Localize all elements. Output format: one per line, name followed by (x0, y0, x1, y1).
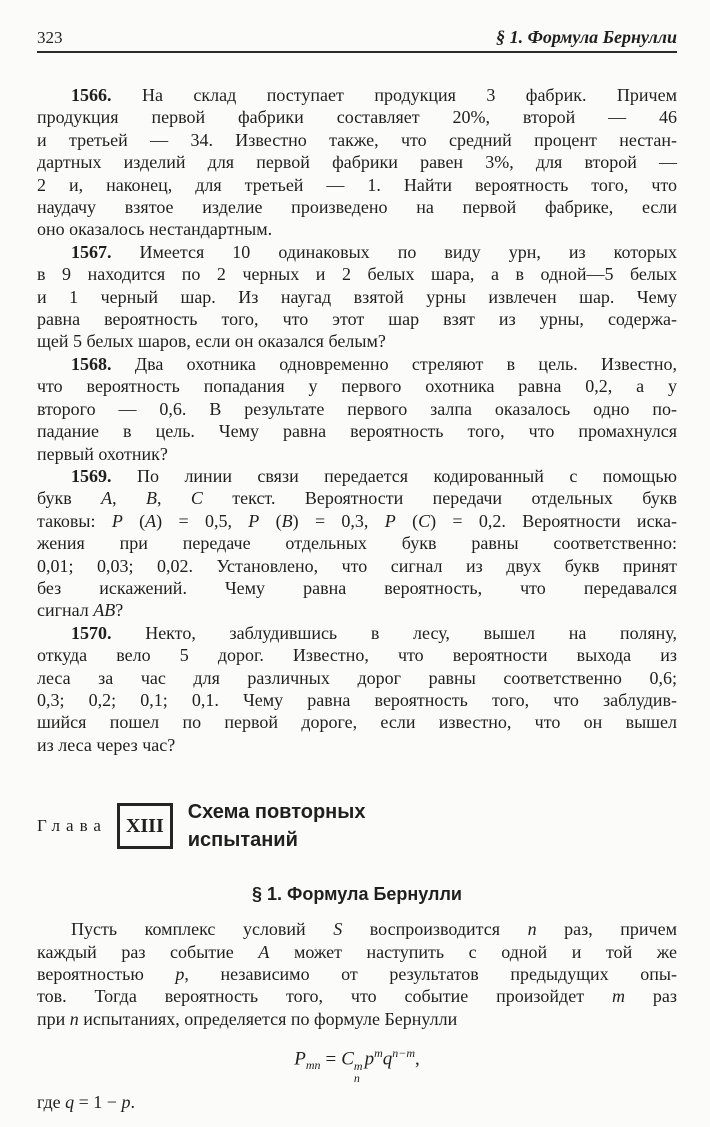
text-line: таковы: P (A) = 0,5, P (B) = 0,3, P (C) = 0,2. Вероятности иска- (37, 510, 678, 531)
bernoulli-formula (37, 1040, 677, 1083)
text-line: букв A, B, C текст. Вероятности передачи отдельных букв (37, 488, 678, 509)
formula-p-sup: m (374, 1046, 383, 1061)
text-line: второго — 0,6. В результате первого залпа оказалось одно по- (37, 398, 677, 419)
text-line: 0,3; 0,2; 0,1; 0,1. Чему равна вероятность того, что заблудив- (37, 689, 677, 710)
text-line: 2 и, наконец, для третьей — 1. Найти вероятность того, что (37, 174, 677, 195)
text-line: 1567. Имеется 10 одинаковых по виду урн, из которых (71, 241, 677, 262)
text-line: откуда вело 5 дорог. Известно, что вероятности выхода из (37, 645, 677, 666)
intro-paragraph (37, 918, 677, 1030)
text-line: 1570. Некто, заблудившись в лесу, вышел на поляну, (71, 622, 677, 643)
chapter-title (188, 798, 366, 854)
problem-1570 (37, 622, 677, 756)
text-line: леса за час для различных дорог равны соответственно 0,6; (37, 667, 677, 688)
text-line: падание в цель. Чему равна вероятность того, что промахнулся (37, 421, 677, 442)
text-line: 1569. По линии связи передается кодированный с помощью (71, 465, 677, 486)
problem-1569 (37, 465, 677, 622)
chapter-heading (37, 798, 677, 854)
formula-q-sup: n−m (392, 1046, 416, 1061)
text-line: и третьей — 34. Известно также, что средний процент нестан- (37, 129, 677, 150)
formula-coef-sup: m (353, 1058, 363, 1073)
text-line: щей 5 белых шаров, если он оказался белым? (37, 331, 386, 352)
formula-equals: = (325, 1048, 337, 1070)
text-line: 0,01; 0,03; 0,02. Установлено, что сигнал из двух букв принят (37, 555, 677, 576)
text-line: первый охотник? (37, 443, 168, 464)
formula-q: q (382, 1048, 393, 1070)
text-line: вероятностью p, независимо от результатов предыдущих опы- (37, 964, 678, 984)
header-rule (37, 51, 677, 53)
text-line: что вероятность попадания у первого охотника равна 0,2, а у (37, 376, 677, 397)
formula-comma: , (415, 1048, 420, 1070)
problem-1566 (37, 84, 677, 241)
chapter-label: Глава (37, 816, 107, 836)
page-header (37, 0, 677, 48)
text-line: из леса через час? (37, 734, 176, 755)
formula-coef-sub: n (353, 1070, 360, 1085)
text-line: каждый раз событие A может наступить с одной и той же (37, 941, 677, 962)
problem-1567 (37, 241, 677, 353)
formula-coef: C (341, 1048, 354, 1070)
running-head: § 1. Формула Бернулли (496, 27, 677, 47)
text-line: продукция первой фабрики составляет 20%, второй — 46 (37, 107, 677, 128)
problem-1568 (37, 353, 677, 465)
text-line: Пусть комплекс условий S воспроизводится n раз, причем (71, 919, 677, 940)
text-line: без искажений. Чему равна вероятность, что передавался (37, 577, 677, 598)
text-line: в 9 находится по 2 черных и 2 белых шара, а в одной—5 белых (37, 264, 677, 285)
text-line: наудачу взятое изделие произведено на первой фабрике, если (37, 197, 677, 218)
chapter-number: XIII (125, 814, 164, 837)
text-line: при n испытаниях, определяется по формуле Бернулли (37, 1008, 458, 1029)
text-line: равна вероятность того, что этот шар взят из урны, содержа- (37, 309, 677, 330)
formula-lhs-sub: mn (305, 1058, 321, 1073)
text-line: Схема повторных (187, 801, 366, 824)
section-heading: § 1. Формула Бернулли (252, 884, 462, 905)
text-line: и 1 черный шар. Из наугад взятой урны извлечен шар. Чему (37, 286, 677, 307)
text-line: шийся пошел по первой дороге, если известно, что он вышел (37, 712, 677, 733)
chapter-number-box (117, 803, 173, 849)
text-line: сигнал AB? (37, 600, 124, 621)
text-line: 1566. На склад поступает продукция 3 фабрик. Причем (71, 85, 677, 105)
text-line: испытаний (187, 829, 298, 852)
formula-p: p (364, 1048, 375, 1070)
text-line: жения при передаче отдельных букв равны соответственно: (37, 533, 677, 554)
problems-section (37, 84, 677, 756)
text-line: где q = 1 − p. (37, 1091, 135, 1112)
formula-lhs: P (294, 1048, 306, 1070)
where-clause (37, 1091, 677, 1113)
text-line: тов. Тогда вероятность того, что событие произойдет m раз (37, 986, 677, 1007)
text-line: оно оказалось нестандартным. (37, 219, 273, 240)
page-number: 323 (37, 28, 63, 47)
formula-coef-scripts (354, 1060, 363, 1084)
text-line: дартных изделий для первой фабрики равен 3%, для второй — (37, 152, 677, 173)
text-line: 1568. Два охотника одновременно стреляют в цель. Известно, (71, 353, 677, 374)
